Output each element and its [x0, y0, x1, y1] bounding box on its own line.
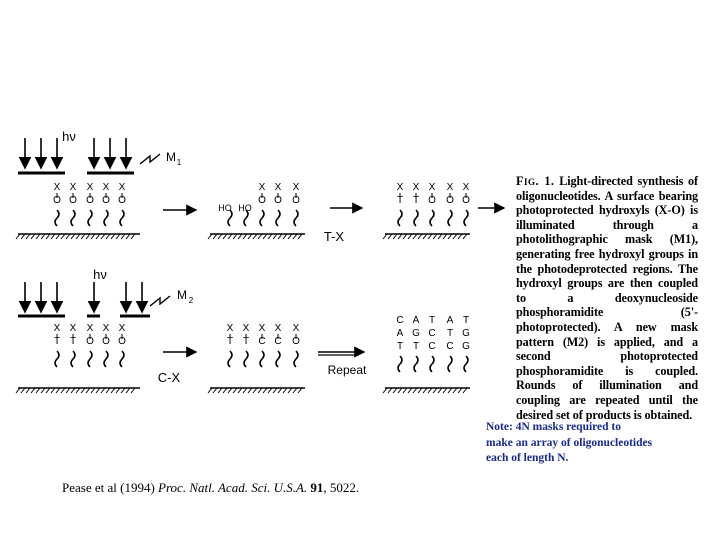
- surface-r2b-hatch: [248, 388, 252, 393]
- surface-r2a-hatch: [21, 388, 25, 393]
- r2c-symbol: T: [462, 315, 470, 326]
- surface-r1a-hatch: [106, 234, 110, 239]
- surface-r1a-hatch: [36, 234, 40, 239]
- surface-r1b-hatch: [258, 234, 262, 239]
- r2a-symbol: T: [53, 336, 61, 347]
- light-label: hν: [93, 267, 107, 282]
- surface-r2a-hatch: [81, 388, 85, 393]
- surface-r2a-hatch: [106, 388, 110, 393]
- surface-r1a-hatch: [96, 234, 100, 239]
- mask2-label: M: [177, 288, 187, 302]
- r2a-linker: [104, 351, 108, 367]
- reagent-t-x: T-X: [323, 229, 345, 244]
- r1a-symbol: O: [102, 195, 110, 206]
- r2c-symbol: T: [428, 315, 436, 326]
- r2b-symbol: C: [274, 336, 282, 347]
- r1c-symbol: T: [396, 195, 404, 206]
- surface-r2c-hatch: [443, 388, 447, 393]
- surface-r2a-hatch: [31, 388, 35, 393]
- r1c-symbol: X: [446, 182, 454, 193]
- surface-r2a-hatch: [76, 388, 80, 393]
- r2b-linker: [244, 351, 248, 367]
- r1a-symbol: X: [86, 182, 94, 193]
- r1b-symbol: X: [292, 182, 300, 193]
- r2b-symbol: O: [292, 336, 300, 347]
- surface-r2b-hatch: [278, 388, 282, 393]
- r1a-linker: [71, 210, 75, 226]
- surface-r1b-hatch: [293, 234, 297, 239]
- r1a-linker: [88, 210, 92, 226]
- surface-r2c-hatch: [438, 388, 442, 393]
- surface-r1a-hatch: [111, 234, 115, 239]
- surface-r1b-hatch: [218, 234, 222, 239]
- r1c-symbol: X: [462, 182, 470, 193]
- surface-r2b-hatch: [293, 388, 297, 393]
- r1a-linker: [120, 210, 124, 226]
- surface-r2c-hatch: [383, 388, 387, 393]
- surface-r1c-hatch: [453, 234, 457, 239]
- r2a-symbol: X: [86, 323, 94, 334]
- surface-r2b-hatch: [243, 388, 247, 393]
- surface-r2a-hatch: [86, 388, 90, 393]
- citation-authors: Pease et al (1994): [62, 480, 159, 495]
- r1a-linker: [104, 210, 108, 226]
- surface-r1a-hatch: [66, 234, 70, 239]
- surface-r2a-hatch: [51, 388, 55, 393]
- surface-r2c-hatch: [398, 388, 402, 393]
- r2c-symbol: A: [446, 315, 454, 326]
- r2a-symbol: T: [69, 336, 77, 347]
- surface-r1b-hatch: [248, 234, 252, 239]
- r2c-symbol: T: [412, 341, 420, 352]
- surface-r1b-hatch: [288, 234, 292, 239]
- r2a-symbol: O: [86, 336, 94, 347]
- surface-r1c-hatch: [393, 234, 397, 239]
- r1c-symbol: X: [396, 182, 404, 193]
- surface-r1a-hatch: [71, 234, 75, 239]
- r1b-linker: [294, 210, 298, 226]
- r2b-linker: [260, 351, 264, 367]
- surface-r1c-hatch: [388, 234, 392, 239]
- r2b-symbol: X: [242, 323, 250, 334]
- surface-r1a-hatch: [56, 234, 60, 239]
- r2c-symbol: G: [462, 341, 470, 352]
- surface-r1a-hatch: [116, 234, 120, 239]
- r1b-symbol: O: [258, 195, 266, 206]
- r1c-linker: [398, 210, 402, 226]
- surface-r2a-hatch: [121, 388, 125, 393]
- r2a-linker: [120, 351, 124, 367]
- surface-r1a-hatch: [76, 234, 80, 239]
- surface-r2a-hatch: [126, 388, 130, 393]
- surface-r1a-hatch: [26, 234, 30, 239]
- surface-r2c-hatch: [393, 388, 397, 393]
- r1a-symbol: O: [69, 195, 77, 206]
- mask2-subscript: 2: [188, 296, 194, 305]
- surface-r2b-hatch: [263, 388, 267, 393]
- r2b-linker: [294, 351, 298, 367]
- repeat-label: Repeat: [327, 363, 367, 377]
- r2b-symbol: X: [292, 323, 300, 334]
- surface-r2a-hatch: [96, 388, 100, 393]
- surface-r1c-hatch: [418, 234, 422, 239]
- surface-r1c-hatch: [448, 234, 452, 239]
- surface-r2c-hatch: [423, 388, 427, 393]
- r2c-symbol: C: [428, 341, 436, 352]
- surface-r1b-hatch: [223, 234, 227, 239]
- r1b-linker: [276, 210, 280, 226]
- surface-r1a-hatch: [61, 234, 65, 239]
- surface-r1a-hatch: [81, 234, 85, 239]
- surface-r2a-hatch: [71, 388, 75, 393]
- surface-r2a-hatch: [56, 388, 60, 393]
- surface-r1b-hatch: [278, 234, 282, 239]
- figure-caption: [516, 174, 698, 422]
- r2a-symbol: X: [102, 323, 110, 334]
- hydroxyl-label: HO: [238, 203, 252, 213]
- surface-r2b-hatch: [273, 388, 277, 393]
- r2c-symbol: A: [412, 315, 420, 326]
- surface-r2b-hatch: [228, 388, 232, 393]
- citation-volume: 91: [307, 480, 324, 495]
- r1c-linker: [414, 210, 418, 226]
- r2c-symbol: C: [428, 328, 436, 339]
- surface-r1b-hatch: [243, 234, 247, 239]
- r1c-symbol: O: [462, 195, 470, 206]
- r1c-symbol: O: [428, 195, 436, 206]
- r1b-symbol: X: [258, 182, 266, 193]
- surface-r2c-hatch: [458, 388, 462, 393]
- r1c-linker: [448, 210, 452, 226]
- surface-r2a-hatch: [66, 388, 70, 393]
- r1b-symbol: O: [274, 195, 282, 206]
- note: [486, 420, 706, 467]
- citation-journal: Proc. Natl. Acad. Sci. U.S.A.: [158, 480, 308, 495]
- surface-r1a-hatch: [51, 234, 55, 239]
- r2c-symbol: T: [396, 341, 404, 352]
- surface-r1a-hatch: [121, 234, 125, 239]
- note-line-3: each of length N.: [486, 452, 569, 464]
- r2a-linker: [71, 351, 75, 367]
- surface-r2b-hatch: [268, 388, 272, 393]
- r2a-symbol: X: [69, 323, 77, 334]
- r2a-symbol: O: [118, 336, 126, 347]
- r2c-linker: [464, 356, 468, 372]
- r2b-symbol: C: [258, 336, 266, 347]
- r2b-symbol: T: [242, 336, 250, 347]
- r2b-symbol: T: [226, 336, 234, 347]
- surface-r1b-hatch: [268, 234, 272, 239]
- surface-r2c-hatch: [388, 388, 392, 393]
- r2a-symbol: O: [102, 336, 110, 347]
- surface-r1a-hatch: [41, 234, 45, 239]
- r1b-symbol: O: [292, 195, 300, 206]
- surface-r1b-hatch: [273, 234, 277, 239]
- r2a-linker: [55, 351, 59, 367]
- surface-r2a-hatch: [131, 388, 135, 393]
- citation-pages: , 5022.: [323, 480, 360, 495]
- surface-r2a-hatch: [16, 388, 20, 393]
- surface-r2a-hatch: [91, 388, 95, 393]
- surface-r1c-hatch: [428, 234, 432, 239]
- r1a-symbol: O: [118, 195, 126, 206]
- surface-r2a-hatch: [46, 388, 50, 393]
- hydroxyl-label: HO: [218, 203, 232, 213]
- surface-r1c-hatch: [398, 234, 402, 239]
- r1c-linker: [464, 210, 468, 226]
- surface-r1c-hatch: [423, 234, 427, 239]
- surface-r2b-hatch: [218, 388, 222, 393]
- surface-r2b-hatch: [208, 388, 212, 393]
- r2b-symbol: X: [274, 323, 282, 334]
- caption-text: Light-directed synthesis of oligonucleotides. A surface bearing photoprotected hydroxyls (X-O) is illuminated through a photolithographic mask (M1), generating free hydroxyl groups in the photodeprotected regions. The hydroxyl groups are then coupled to a deoxynucleoside phosphoramidite (5'-photoprotected). A new mask pattern (M2) is applied, and a second photoprotected phosphoramidite is coupled. Rounds of illumination and coupling are repeated until the desired set of products is obtained.: [516, 174, 699, 422]
- surface-r2b-hatch: [288, 388, 292, 393]
- surface-r2b-hatch: [223, 388, 227, 393]
- surface-r2a-hatch: [116, 388, 120, 393]
- surface-r1b-hatch: [208, 234, 212, 239]
- surface-r1b-hatch: [253, 234, 257, 239]
- r2c-symbol: T: [446, 328, 454, 339]
- surface-r2b-hatch: [233, 388, 237, 393]
- r2c-symbol: C: [446, 341, 454, 352]
- surface-r2b-hatch: [238, 388, 242, 393]
- r2b-linker: [276, 351, 280, 367]
- r2c-symbol: C: [396, 315, 404, 326]
- r2b-symbol: X: [226, 323, 234, 334]
- surface-r1c-hatch: [383, 234, 387, 239]
- r2a-symbol: X: [118, 323, 126, 334]
- surface-r1a-hatch: [46, 234, 50, 239]
- surface-r1b-hatch: [238, 234, 242, 239]
- surface-r1b-hatch: [298, 234, 302, 239]
- surface-r1a-hatch: [21, 234, 25, 239]
- r1c-symbol: T: [412, 195, 420, 206]
- surface-r2c-hatch: [413, 388, 417, 393]
- r1c-symbol: O: [446, 195, 454, 206]
- surface-r2c-hatch: [408, 388, 412, 393]
- surface-r2a-hatch: [26, 388, 30, 393]
- caption-fig-label: Fig. 1.: [516, 174, 555, 188]
- r2a-symbol: X: [53, 323, 61, 334]
- surface-r1a-hatch: [91, 234, 95, 239]
- r2c-linker: [448, 356, 452, 372]
- surface-r1b-hatch: [263, 234, 267, 239]
- r1a-symbol: X: [118, 182, 126, 193]
- surface-r2b-hatch: [258, 388, 262, 393]
- surface-r1c-hatch: [413, 234, 417, 239]
- r2c-linker: [398, 356, 402, 372]
- surface-r2b-hatch: [213, 388, 217, 393]
- citation: [62, 480, 359, 496]
- r2b-symbol: X: [258, 323, 266, 334]
- r1c-symbol: X: [412, 182, 420, 193]
- r1a-symbol: X: [53, 182, 61, 193]
- surface-r2c-hatch: [433, 388, 437, 393]
- surface-r1b-hatch: [283, 234, 287, 239]
- mask1-subscript: 1: [176, 158, 182, 167]
- surface-r2a-hatch: [111, 388, 115, 393]
- r2c-symbol: G: [462, 328, 470, 339]
- surface-r1a-hatch: [131, 234, 135, 239]
- mask-pointer: [140, 154, 160, 164]
- surface-r1c-hatch: [443, 234, 447, 239]
- surface-r2c-hatch: [448, 388, 452, 393]
- surface-r2c-hatch: [463, 388, 467, 393]
- r1a-symbol: X: [69, 182, 77, 193]
- light-label: hν: [62, 129, 76, 144]
- surface-r1c-hatch: [408, 234, 412, 239]
- surface-r1c-hatch: [458, 234, 462, 239]
- r2a-linker: [88, 351, 92, 367]
- r2c-symbol: G: [412, 328, 420, 339]
- surface-r2a-hatch: [36, 388, 40, 393]
- surface-r1c-hatch: [463, 234, 467, 239]
- surface-r2c-hatch: [428, 388, 432, 393]
- r1a-symbol: X: [102, 182, 110, 193]
- surface-r1b-hatch: [228, 234, 232, 239]
- surface-r1a-hatch: [31, 234, 35, 239]
- r2c-symbol: A: [396, 328, 404, 339]
- surface-r1b-hatch: [233, 234, 237, 239]
- surface-r1b-hatch: [213, 234, 217, 239]
- surface-r1c-hatch: [438, 234, 442, 239]
- r1b-symbol: X: [274, 182, 282, 193]
- r1a-symbol: O: [53, 195, 61, 206]
- surface-r1a-hatch: [86, 234, 90, 239]
- r1a-linker: [55, 210, 59, 226]
- r1c-linker: [430, 210, 434, 226]
- surface-r2b-hatch: [283, 388, 287, 393]
- r1c-symbol: X: [428, 182, 436, 193]
- r1b-linker: [260, 210, 264, 226]
- surface-r1a-hatch: [101, 234, 105, 239]
- r2c-linker: [414, 356, 418, 372]
- mask1-label: M: [166, 150, 176, 164]
- reagent-c-x: C-X: [157, 370, 181, 385]
- surface-r2b-hatch: [298, 388, 302, 393]
- r2b-linker: [228, 351, 232, 367]
- surface-r1a-hatch: [16, 234, 20, 239]
- surface-r2b-hatch: [253, 388, 257, 393]
- surface-r2c-hatch: [418, 388, 422, 393]
- r1a-symbol: O: [86, 195, 94, 206]
- note-line-2: make an array of oligonucleotides: [486, 436, 653, 449]
- surface-r2c-hatch: [453, 388, 457, 393]
- r2c-linker: [430, 356, 434, 372]
- surface-r1c-hatch: [403, 234, 407, 239]
- surface-r1a-hatch: [126, 234, 130, 239]
- surface-r2c-hatch: [403, 388, 407, 393]
- note-line-1: Note: 4N masks required to: [486, 421, 622, 433]
- surface-r1c-hatch: [433, 234, 437, 239]
- surface-r2a-hatch: [101, 388, 105, 393]
- mask-pointer: [150, 296, 170, 306]
- surface-r2a-hatch: [61, 388, 65, 393]
- surface-r2a-hatch: [41, 388, 45, 393]
